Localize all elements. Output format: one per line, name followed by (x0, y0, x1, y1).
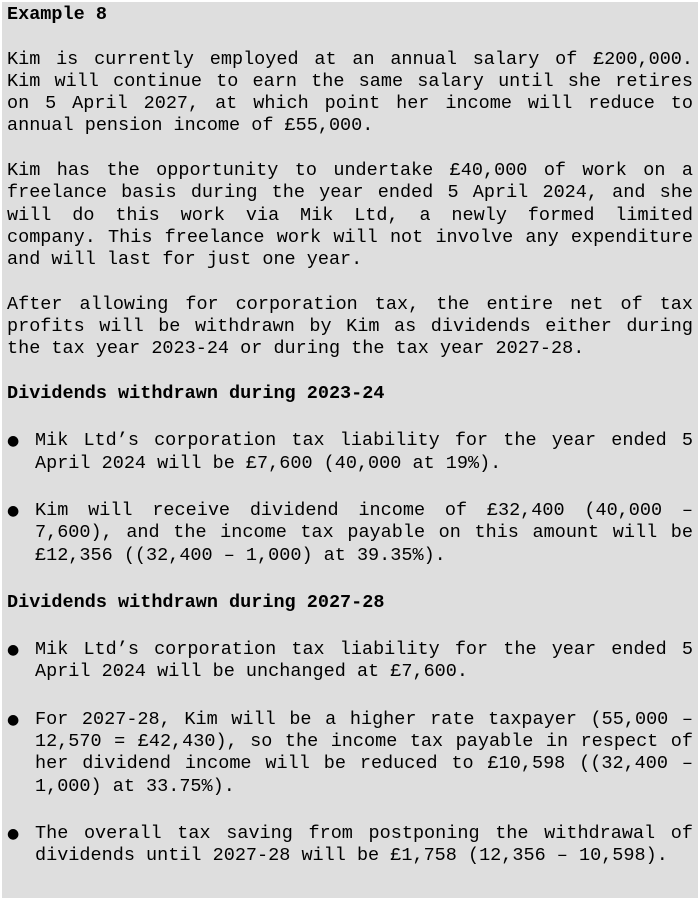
bullet-item (7, 823, 693, 868)
bullet-item (7, 639, 693, 684)
bullet-icon: ● (7, 825, 20, 842)
section-heading-2023-24: Dividends withdrawn during 2023-24 (7, 383, 385, 405)
example-title: Example 8 (7, 4, 107, 25)
bullet-icon: ● (7, 711, 20, 728)
intro-paragraph: Kim is currently employed at an annual salary of £200,000. Kim will continue to earn the same salary until she retires on 5 April 2027, at which point her income will reduce to annual pension income of £55,000. (7, 48, 693, 137)
bullet-text: For 2027-28, Kim will be a higher rate taxpayer (55,000 – 12,570 = £42,430), so the income tax payable in respect of her dividend income will be reduced to £10,598 ((32,400 – 1,000) at 33.75%). (35, 708, 693, 797)
bullet-icon: ● (7, 642, 20, 659)
bullet-text: Kim will receive dividend income of £32,400 (40,000 – 7,600), and the income tax payable on this amount will be £12,356 ((32,400 – 1,000) at 39.35%). (35, 499, 693, 566)
bullet-item (7, 430, 693, 475)
section-heading-2027-28: Dividends withdrawn during 2027-28 (7, 591, 385, 613)
dividends-paragraph: After allowing for corporation tax, the entire net of tax profits will be withdrawn by Kim as dividends either during the tax year 2023-24 or during the tax year 2027-28. (7, 293, 693, 360)
bullet-item (7, 500, 693, 567)
bullet-item (7, 709, 693, 798)
freelance-paragraph: Kim has the opportunity to undertake £40,000 of work on a freelance basis during the year ended 5 April 2024, and she will do this work via Mik Ltd, a newly formed limited company. This freelance work will not involve any expenditure and will last for just one year. (7, 160, 693, 271)
bullet-icon: ● (7, 433, 20, 450)
bullet-text: Mik Ltd’s corporation tax liability for the year ended 5 April 2024 will be £7,600 (40,000 at 19%). (35, 430, 693, 474)
bullet-icon: ● (7, 502, 20, 519)
example-box (2, 2, 698, 898)
bullet-text: The overall tax saving from postponing the withdrawal of dividends until 2027-28 will be £1,758 (12,356 – 10,598). (35, 822, 693, 867)
bullet-text: Mik Ltd’s corporation tax liability for the year ended 5 April 2024 will be unchanged at £7,600. (35, 639, 693, 683)
